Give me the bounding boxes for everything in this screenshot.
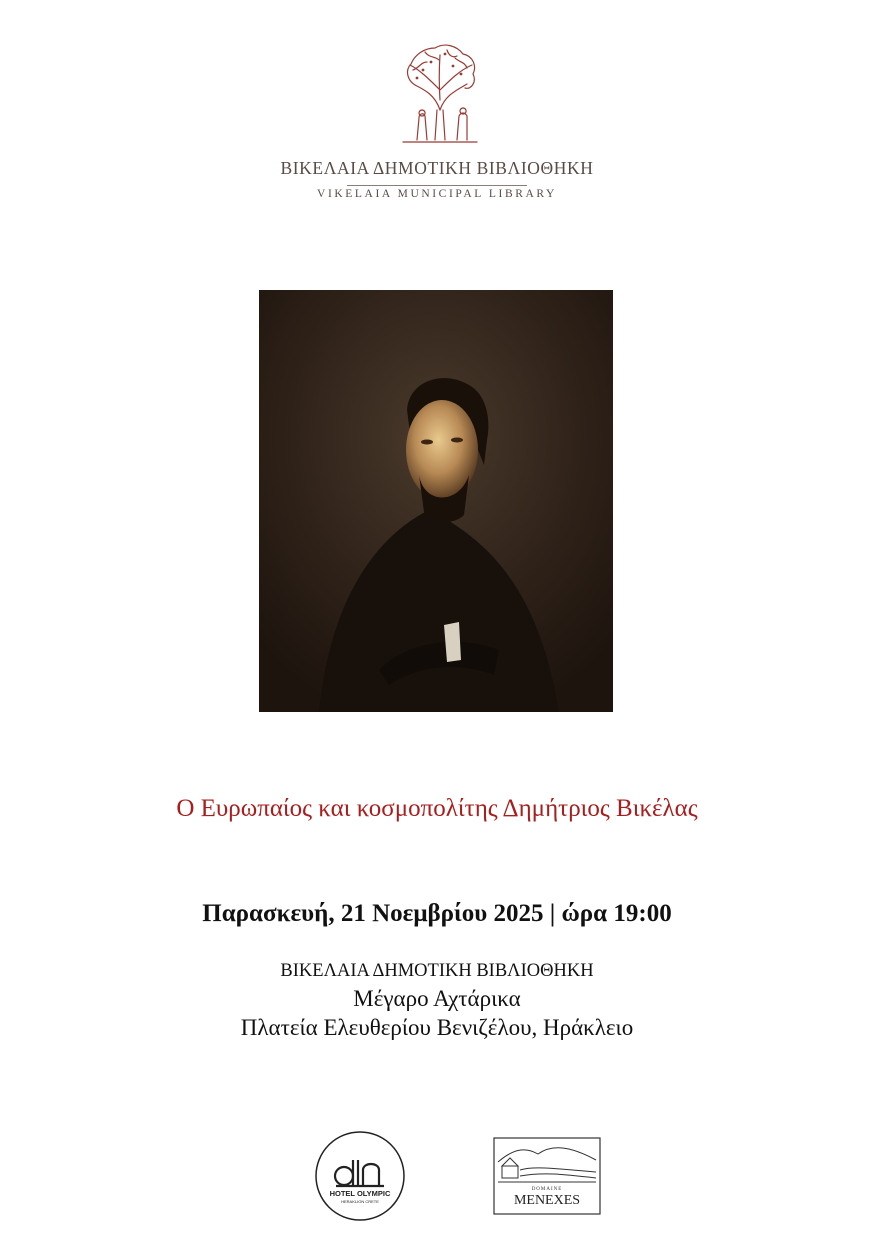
event-datetime: Παρασκευή, 21 Νοεμβρίου 2025 | ώρα 19:00 xyxy=(202,900,672,927)
library-tree-emblem-icon xyxy=(395,40,485,150)
event-title: Ο Ευρωπαίος και κοσμοπολίτης Δημήτριος Βικέλας xyxy=(176,795,698,822)
hotel-olympic-name: HOTEL OLYMPIC xyxy=(329,1189,391,1198)
hotel-olympic-subtitle: HERAKLION CRETE xyxy=(341,1199,379,1204)
venue-address: Πλατεία Ελευθερίου Βενιζέλου, Ηράκλειο xyxy=(240,1015,634,1040)
library-name-greek: ΒΙΚΕΛΑΙΑ ΔΗΜΟΤΙΚΗ ΒΙΒΛΙΟΘΗΚΗ xyxy=(280,158,594,178)
library-divider xyxy=(347,185,527,186)
domaine-menexes-logo xyxy=(492,1136,602,1216)
hotel-olympic-logo xyxy=(314,1130,406,1222)
venue-building: Μέγαρο Αχτάρικα xyxy=(353,986,521,1011)
portrait-painting xyxy=(259,290,613,712)
venue-name: ΒΙΚΕΛΑΙΑ ΔΗΜΟΤΙΚΗ ΒΙΒΛΙΟΘΗΚΗ xyxy=(280,961,594,981)
menexes-subtitle: DOMAINE xyxy=(531,1187,563,1192)
library-name-english: VIKELAIA MUNICIPAL LIBRARY xyxy=(317,188,557,200)
menexes-name: MENEXES xyxy=(513,1193,581,1208)
